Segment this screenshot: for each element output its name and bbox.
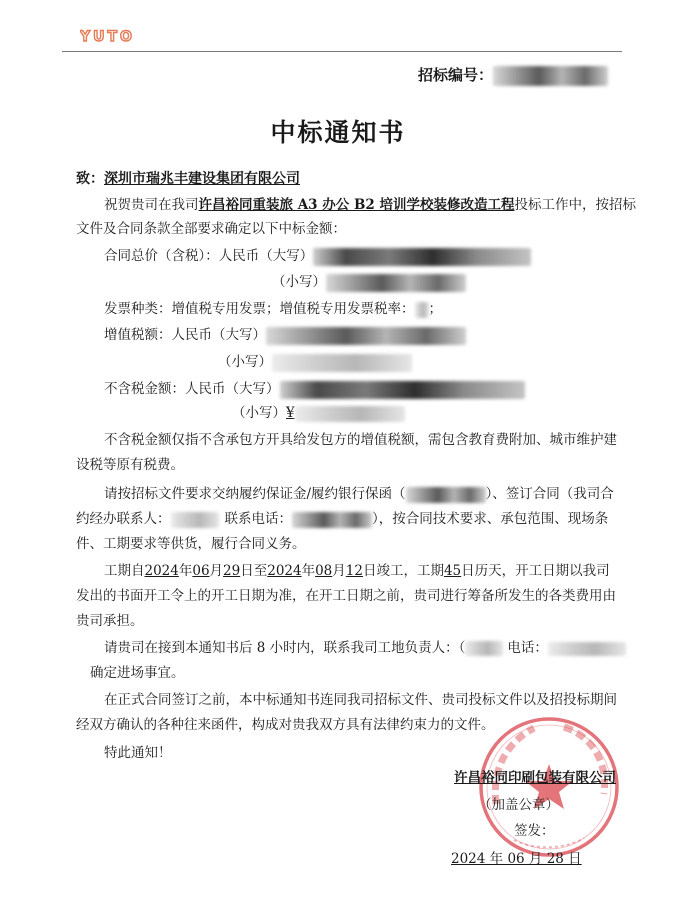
invoice-type-line xyxy=(104,300,442,318)
bid-number-label: 招标编号： xyxy=(418,66,494,84)
intro-text-a: 祝贺贵司在我司 xyxy=(104,197,199,213)
redacted-contact-phone xyxy=(292,512,372,528)
total-price-label: 合同总价（含税）：人民币（大写） xyxy=(104,248,314,264)
redacted-tax-rate xyxy=(415,302,429,318)
schedule-t8: 日历天，开工日期以我司 xyxy=(461,563,610,579)
net-amount-label: 不含税金额：人民币（大写） xyxy=(104,381,280,397)
yuto-logo xyxy=(80,29,156,43)
total-price-small-label: （小写） xyxy=(272,274,326,290)
vat-line xyxy=(104,326,466,345)
redacted-total-lower xyxy=(326,274,466,292)
contact-phone-text: 电话： xyxy=(507,640,548,656)
guarantee-line-2 xyxy=(76,510,608,528)
total-price-small-line xyxy=(272,273,466,292)
recipient-label: 致： xyxy=(76,171,104,187)
start-day: 29 xyxy=(223,563,241,579)
end-year: 2024 xyxy=(267,563,302,579)
guarantee-text-b: ）、签订合同（我司合 xyxy=(485,486,614,502)
start-month: 06 xyxy=(192,563,210,579)
schedule-t6: 月 xyxy=(332,563,346,579)
redacted-site-phone xyxy=(548,642,626,656)
issuer-company: 许昌裕同印刷包装有限公司 xyxy=(454,770,616,786)
recipient-line xyxy=(76,170,300,188)
redacted-net-lower xyxy=(295,406,405,422)
intro-line-2: 文件及合同条款全部要求确定以下中标金额： xyxy=(76,221,346,237)
contact-phone-label: 联系电话： xyxy=(224,511,292,527)
redacted-total-upper xyxy=(313,248,531,266)
project-name: 许昌裕同重装旅 A3 办公 B2 培训学校装修改造工程 xyxy=(198,197,515,213)
schedule-t2: 年 xyxy=(178,563,193,579)
vat-label: 增值税额：人民币（大写） xyxy=(104,327,266,343)
tax-note-line-2: 设税等原有税费。 xyxy=(76,457,184,473)
guarantee-text-c: ），按合同技术要求、承包范围、现场条 xyxy=(372,511,609,527)
schedule-t7: 日竣工，工期 xyxy=(362,563,444,579)
redacted-site-manager xyxy=(465,641,503,656)
guarantee-line-3: 件、工期要求等供货，履行合同义务。 xyxy=(76,536,306,552)
intro-text-b: 投标工作中，按招标 xyxy=(514,197,636,213)
contract-note-line-1: 在正式合同签订之前，本中标通知书连同我司招标文件、贵司投标文件以及招投标期间 xyxy=(104,692,617,708)
total-price-line xyxy=(104,247,531,266)
redacted-bid-number xyxy=(493,66,608,86)
end-month: 08 xyxy=(315,563,333,579)
schedule-t4: 日至 xyxy=(240,563,268,579)
duration-days: 45 xyxy=(443,563,462,579)
guarantee-line-1 xyxy=(104,485,614,503)
redacted-vat-lower xyxy=(272,354,412,372)
notice-end: 特此通知！ xyxy=(104,745,172,761)
guarantee-text-a: 请按招标文件要求交纳履约保证金/履约银行保函（ xyxy=(104,486,406,502)
contract-note-line-2: 经双方确认的各种往来函件，构成对贵我双方具有法律约束力的文件。 xyxy=(76,717,495,733)
schedule-t5: 年 xyxy=(301,563,316,579)
contact-person-label: 约经办联系人： xyxy=(76,511,171,527)
issue-date: 2024 年 06 月 28 日 xyxy=(451,851,582,867)
sign-label: 签发： xyxy=(514,823,555,839)
schedule-line-1 xyxy=(104,562,610,580)
contact-line-2: 确定进场事宜。 xyxy=(90,665,185,681)
redacted-net-upper xyxy=(280,381,525,399)
logo-text: YUTO xyxy=(80,29,135,43)
net-small-label: （小写） xyxy=(232,405,286,421)
schedule-t1: 工期自 xyxy=(104,563,145,579)
end-day: 12 xyxy=(345,563,363,579)
seal-note: （加盖公章） xyxy=(478,797,559,813)
redacted-vat-upper xyxy=(266,327,466,345)
contact-line-1 xyxy=(104,639,626,657)
invoice-type-end: ； xyxy=(428,301,442,317)
net-small-prefix: ¥ xyxy=(286,405,295,421)
recipient-company: 深圳市瑞兆丰建设集团有限公司 xyxy=(104,171,300,187)
net-amount-line xyxy=(104,380,525,399)
schedule-line-3: 贵司承担。 xyxy=(76,613,144,629)
bid-number xyxy=(418,64,608,86)
vat-small-line xyxy=(218,353,412,372)
tax-note-line-1: 不含税金额仅指不含承包方开具给发包方的增值税额，需包含教育费附加、城市维护建 xyxy=(104,432,617,448)
contact-text-a: 请贵司在接到本通知书后 8 小时内，联系我司工地负责人：（ xyxy=(104,640,466,656)
intro-line-1 xyxy=(104,196,636,214)
net-small-line xyxy=(232,404,405,422)
start-year: 2024 xyxy=(144,563,179,579)
redacted-guarantee xyxy=(406,487,486,503)
schedule-line-2: 发出的书面开工令上的开工日期为准，在开工日期之前，贵司进行筹备所发生的各类费用由 xyxy=(76,588,616,604)
schedule-t3: 月 xyxy=(209,563,224,579)
header-divider xyxy=(62,51,622,52)
invoice-type-text: 发票种类：增值税专用发票；增值税专用发票税率： xyxy=(104,301,415,317)
vat-small-label: （小写） xyxy=(218,354,272,370)
page-title: 中标通知书 xyxy=(270,118,406,147)
redacted-contact-person xyxy=(171,512,219,528)
